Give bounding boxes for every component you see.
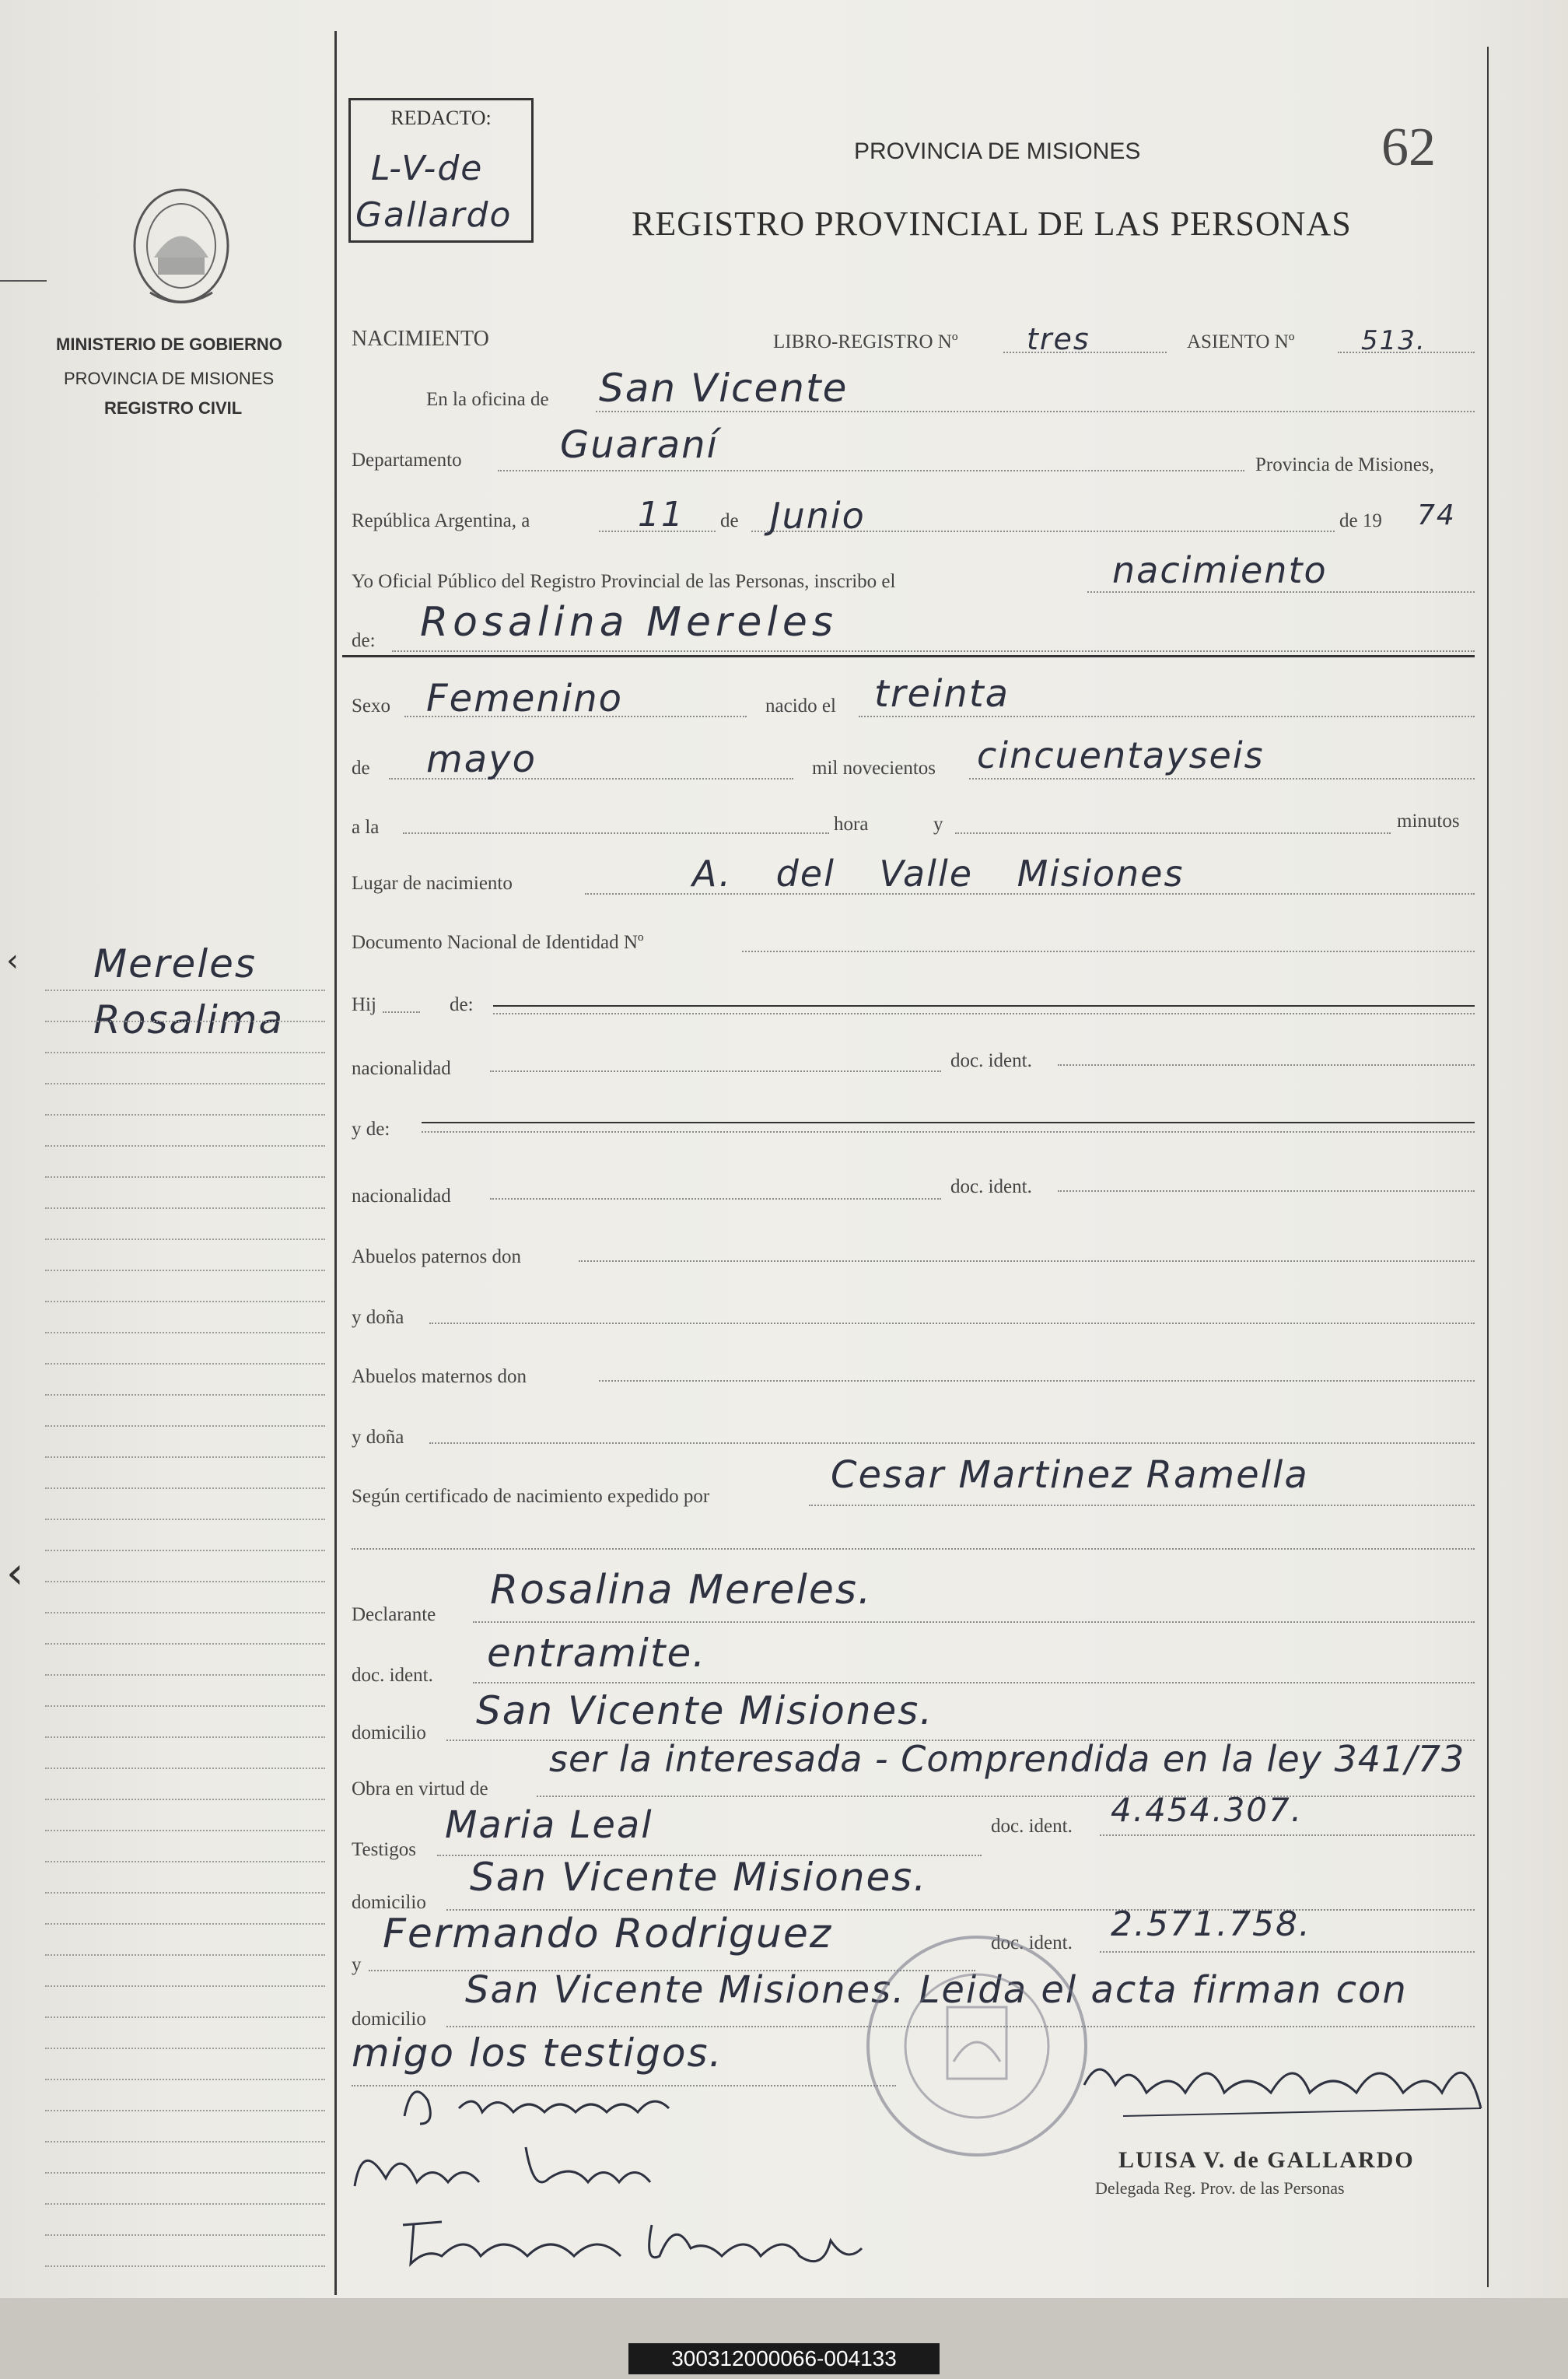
label-departamento: Departamento xyxy=(352,450,462,471)
redacto-line2: Gallardo xyxy=(355,195,513,235)
provincial-seal xyxy=(123,184,240,316)
value-doc-testigo1: 4.454.307. xyxy=(1111,1791,1304,1829)
redacto-box xyxy=(348,98,534,243)
label-republica: República Argentina, a xyxy=(352,510,530,531)
header-title: REGISTRO PROVINCIAL DE LAS PERSONAS xyxy=(632,205,1352,243)
registry-stamp xyxy=(860,1929,1094,2163)
label-dona-paterna: y doña xyxy=(352,1307,404,1328)
label-nacionalidad-1: nacionalidad xyxy=(352,1058,451,1079)
label-hora: hora xyxy=(834,814,869,835)
value-anio: 74 xyxy=(1417,499,1456,531)
value-domicilio-testigo2: San Vicente Misiones. Leida el acta firman con xyxy=(465,1968,1408,2012)
margin-ruled-line xyxy=(45,1892,325,1894)
margin-ruled-line xyxy=(45,1705,325,1707)
label-provincia: Provincia de Misiones, xyxy=(1255,454,1434,475)
label-de-mes: de xyxy=(720,510,739,531)
label-doc-ident-1: doc. ident. xyxy=(950,1050,1032,1071)
margin-ministry: MINISTERIO DE GOBIERNO xyxy=(56,335,282,354)
value-anio-nac: cincuentayseis xyxy=(977,734,1265,776)
label-y-testigo2: y xyxy=(352,1954,362,1975)
label-minutos: minutos xyxy=(1397,811,1460,832)
margin-ruled-line xyxy=(45,1612,325,1613)
margin-ruled-line xyxy=(45,2079,325,2080)
label-lugar: Lugar de nacimiento xyxy=(352,873,513,894)
margin-ruled-line xyxy=(45,1643,325,1645)
margin-province: PROVINCIA DE MISIONES xyxy=(64,369,275,388)
label-abuelos-maternos: Abuelos maternos don xyxy=(352,1366,527,1387)
label-doc-ident-2: doc. ident. xyxy=(950,1176,1032,1197)
margin-ruled-line xyxy=(45,2172,325,2174)
left-frame-line xyxy=(334,31,337,2295)
label-domicilio-testigo2: domicilio xyxy=(352,2009,426,2030)
value-testigo1: Maria Leal xyxy=(445,1803,653,1847)
label-de-mes-nac: de xyxy=(352,758,370,779)
value-domicilio-declarante: San Vicente Misiones. xyxy=(476,1688,934,1733)
signature-declarante xyxy=(389,2069,716,2139)
margin-ruled-line xyxy=(45,1270,325,1271)
margin-ruled-line xyxy=(45,1736,325,1738)
margin-ruled-line xyxy=(45,1083,325,1084)
margin-ruled-line xyxy=(45,2016,325,2018)
value-lugar: A. del Valle Misiones xyxy=(692,853,1185,895)
right-frame-line xyxy=(1487,47,1489,2287)
margin-ruled-line xyxy=(45,1954,325,1956)
margin-ruled-line xyxy=(45,2234,325,2236)
margin-ruled-line xyxy=(45,2110,325,2111)
margin-ruled-line xyxy=(45,1830,325,1831)
label-a-la: a la xyxy=(352,817,380,838)
margin-arrow-icon: ‹ xyxy=(6,943,19,979)
margin-ruled-line xyxy=(45,1425,325,1427)
value-mes: Junio xyxy=(770,495,866,537)
label-sexo: Sexo xyxy=(352,695,390,717)
label-y-hora: y xyxy=(933,814,943,835)
value-obra: ser la interesada - Comprendida en la ley 341/73 xyxy=(549,1738,1465,1780)
value-declarante: Rosalina Mereles. xyxy=(490,1567,873,1613)
value-mes-nac: mayo xyxy=(426,738,537,781)
label-dni: Documento Nacional de Identidad Nº xyxy=(352,932,644,953)
margin-ruled-line xyxy=(45,1487,325,1489)
margin-ruled-line xyxy=(45,1207,325,1209)
label-certificado: Según certificado de nacimiento expedido por xyxy=(352,1486,710,1507)
value-oficina: San Vicente xyxy=(599,366,849,411)
margin-ruled-line xyxy=(45,1519,325,1520)
margin-ruled-line xyxy=(45,990,325,991)
label-abuelos-paternos: Abuelos paternos don xyxy=(352,1246,522,1267)
margin-ruled-line xyxy=(45,2265,325,2267)
margin-ruled-line xyxy=(45,1394,325,1396)
margin-ruled-line xyxy=(45,1145,325,1147)
margin-ruled-line xyxy=(45,1021,325,1022)
label-mil: mil novecientos xyxy=(812,758,936,779)
margin-ruled-line xyxy=(45,1301,325,1302)
label-dona-materna: y doña xyxy=(352,1427,404,1448)
margin-bracket-icon: ‹ xyxy=(6,1548,24,1599)
margin-ruled-line xyxy=(45,2048,325,2049)
label-obra: Obra en virtud de xyxy=(352,1778,488,1799)
label-declarante: Declarante xyxy=(352,1604,436,1625)
official-title: Delegada Reg. Prov. de las Personas xyxy=(1095,2178,1345,2198)
signature-testigo2 xyxy=(395,2194,908,2279)
margin-ruled-line xyxy=(45,1581,325,1582)
label-doc-ident-testigo1: doc. ident. xyxy=(991,1816,1073,1837)
label-hij: Hij xyxy=(352,994,376,1015)
value-doc-testigo2: 2.571.758. xyxy=(1111,1904,1311,1944)
value-nacido: treinta xyxy=(874,672,1010,716)
label-de-padre: de: xyxy=(450,994,474,1015)
signature-testigo1 xyxy=(347,2132,705,2202)
margin-annotation-surname: Mereles xyxy=(93,941,257,986)
label-oficina: En la oficina de xyxy=(426,389,549,410)
page-number: 62 xyxy=(1381,117,1436,177)
margin-ruled-line xyxy=(45,1985,325,1987)
margin-ruled-line xyxy=(45,1923,325,1925)
redacto-label: REDACTO: xyxy=(390,107,492,129)
value-departamento: Guaraní xyxy=(560,423,719,467)
label-libro: LIBRO-REGISTRO Nº xyxy=(773,331,958,352)
label-inscribo: Yo Oficial Público del Registro Provincial de las Personas, inscribo el xyxy=(352,571,896,592)
label-asiento: ASIENTO Nº xyxy=(1187,331,1295,352)
value-continuation: migo los testigos. xyxy=(352,2030,723,2076)
margin-ruled-line xyxy=(45,2141,325,2143)
margin-ruled-line xyxy=(45,1550,325,1551)
margin-ruled-line xyxy=(45,1799,325,1800)
label-de-nombre: de: xyxy=(352,630,376,651)
value-testigo2: Fermando Rodriguez xyxy=(383,1911,833,1957)
label-y-de: y de: xyxy=(352,1119,390,1140)
margin-annotation-name: Rosalima xyxy=(93,997,285,1042)
label-anio: de 19 xyxy=(1339,510,1382,531)
margin-ruled-line xyxy=(45,1363,325,1365)
value-certificado: Cesar Martinez Ramella xyxy=(831,1453,1309,1497)
header-province: PROVINCIA DE MISIONES xyxy=(854,138,1141,164)
margin-ruled-line xyxy=(45,1332,325,1333)
margin-ruled-line xyxy=(45,1674,325,1676)
label-doc-ident-testigo2: doc. ident. xyxy=(991,1932,1073,1953)
value-nombre: Rosalina Mereles xyxy=(420,599,838,646)
margin-ruled-line xyxy=(45,1052,325,1053)
document-code: 300312000066-004133 xyxy=(628,2343,940,2374)
label-nacido: nacido el xyxy=(765,695,836,717)
label-domicilio-testigo1: domicilio xyxy=(352,1892,426,1913)
label-nacionalidad-2: nacionalidad xyxy=(352,1186,451,1207)
margin-ruled-line xyxy=(45,1768,325,1769)
redacto-line1: L-V-de xyxy=(371,149,484,188)
margin-ruled-line xyxy=(45,1861,325,1862)
label-nacimiento: NACIMIENTO xyxy=(352,327,489,351)
margin-tick xyxy=(0,280,47,282)
label-testigos: Testigos xyxy=(352,1839,416,1860)
label-domicilio-declarante: domicilio xyxy=(352,1722,426,1743)
margin-ruled-line xyxy=(45,1176,325,1178)
official-name: LUISA V. de GALLARDO xyxy=(1118,2147,1415,2173)
signature-official xyxy=(1076,2038,1496,2124)
value-domicilio-testigo1: San Vicente Misiones. xyxy=(470,1855,928,1900)
margin-ruled-line xyxy=(45,1456,325,1458)
margin-ruled-line xyxy=(45,1114,325,1116)
margin-ruled-line xyxy=(45,2203,325,2205)
value-asiento: 513. xyxy=(1361,325,1426,356)
margin-ruled-line xyxy=(45,1239,325,1240)
value-inscribo: nacimiento xyxy=(1112,549,1328,591)
value-doc-ident-declarante: entramite. xyxy=(487,1631,707,1676)
value-sexo: Femenino xyxy=(426,677,623,720)
margin-registry: REGISTRO CIVIL xyxy=(104,398,243,418)
label-doc-ident-declarante: doc. ident. xyxy=(352,1665,433,1686)
value-libro: tres xyxy=(1027,322,1090,356)
value-dia: 11 xyxy=(638,495,684,534)
